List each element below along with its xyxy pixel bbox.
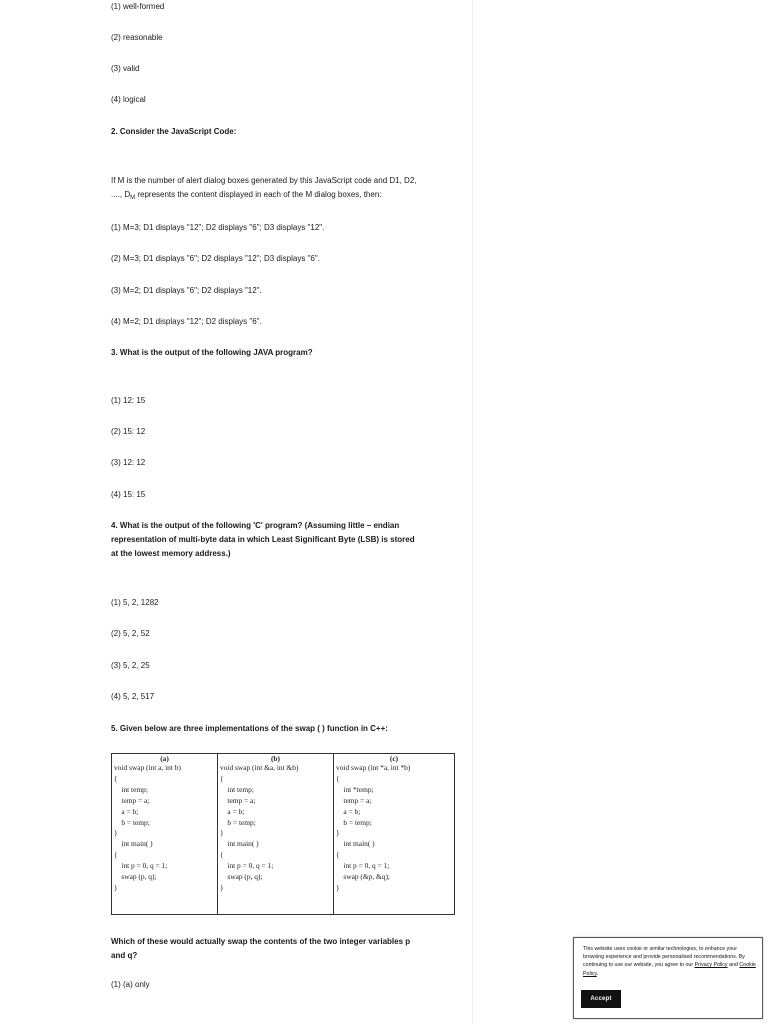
q2-heading: 2. Consider the JavaScript Code: [111, 127, 237, 136]
q5-followup-line2: and q? [111, 951, 138, 960]
q5-heading: 5. Given below are three implementations of the swap ( ) function in C++: [111, 724, 388, 733]
cookie-text-end: . [596, 970, 599, 977]
q4-option-2: (2) 5, 2, 52 [111, 629, 150, 638]
q3-heading: 3. What is the output of the following JAVA program? [111, 348, 313, 357]
q4-option-4: (4) 5, 2, 517 [111, 692, 155, 701]
privacy-policy-link[interactable]: Privacy Policy [694, 962, 728, 969]
q1-option-3: (3) valid [111, 64, 140, 73]
q2-stem-line1: If M is the number of alert dialog boxes generated by this JavaScript code and D1, D2, [111, 176, 417, 185]
q3-option-4: (4) 15: 15 [111, 490, 146, 499]
q1-option-2: (2) reasonable [111, 33, 163, 42]
code-cell-b: void swap (int &a, int &b) { int temp; temp = a; a = b; b = temp; } int main( ) { int p = 0, q = 1; swap (p, q); } [218, 763, 334, 915]
swap-implementations-table [111, 753, 455, 915]
q4-option-1: (1) 5, 2, 1282 [111, 598, 159, 607]
q4-heading-line2: representation of multi-byte data in which Least Significant Byte (LSB) is stored [111, 535, 415, 544]
q2-option-3: (3) M=2; D1 displays "6"; D2 displays "12". [111, 286, 262, 295]
q2-stem-subscript: M [130, 195, 136, 201]
content-divider [472, 0, 473, 1024]
cookie-consent-text [583, 945, 757, 978]
q1-option-1: (1) well-formed [111, 2, 165, 11]
cookie-text-body: This website uses cookie or similar technologies, to enhance your browsing experience and provide personalised recommendations. By continuing to use our website, you agree to our [583, 946, 745, 969]
cookie-text-and: and [727, 962, 740, 969]
code-cell-a: void swap (int a, int b) { int temp; temp = a; a = b; b = temp; } int main( ) { int p = 0, q = 1; swap (p, q); } [112, 763, 218, 915]
q3-option-3: (3) 12: 12 [111, 458, 146, 467]
q5-followup-line1: Which of these would actually swap the contents of the two integer variables p [111, 937, 411, 946]
q2-option-2: (2) M=3; D1 displays "6"; D2 displays "12"; D3 displays "6". [111, 254, 320, 263]
q5-option-1: (1) (a) only [111, 980, 150, 989]
q4-heading-line1: 4. What is the output of the following 'C' program? (Assuming little – endian [111, 521, 400, 530]
column-header-b: (b) [218, 754, 334, 764]
table-header-row [112, 754, 455, 764]
column-header-c: (c) [334, 754, 455, 764]
q1-option-4: (4) logical [111, 95, 146, 104]
cookie-policy-link[interactable]: Cookie Policy [583, 962, 756, 977]
q4-option-3: (3) 5, 2, 25 [111, 661, 150, 670]
q3-option-2: (2) 15: 12 [111, 427, 146, 436]
table-code-row [112, 763, 455, 915]
q2-stem-suffix: represents the content displayed in each of the M dialog boxes, then: [135, 190, 382, 199]
accept-cookies-button[interactable]: Accept [581, 990, 621, 1008]
q2-stem-prefix: ...., D [111, 190, 131, 199]
q2-stem-line2 [111, 190, 382, 200]
q2-option-4: (4) M=2; D1 displays "12"; D2 displays "6". [111, 317, 262, 326]
code-cell-c: void swap (int *a, int *b) { int *temp; temp = a; a = b; b = temp; } int main( ) { int p = 0, q = 1; swap (&p, &q); } [334, 763, 455, 915]
q2-option-1: (1) M=3; D1 displays "12"; D2 displays "6"; D3 displays "12". [111, 223, 325, 232]
q3-option-1: (1) 12: 15 [111, 396, 146, 405]
q4-heading-line3: at the lowest memory address.) [111, 549, 231, 558]
column-header-a: (a) [112, 754, 218, 764]
